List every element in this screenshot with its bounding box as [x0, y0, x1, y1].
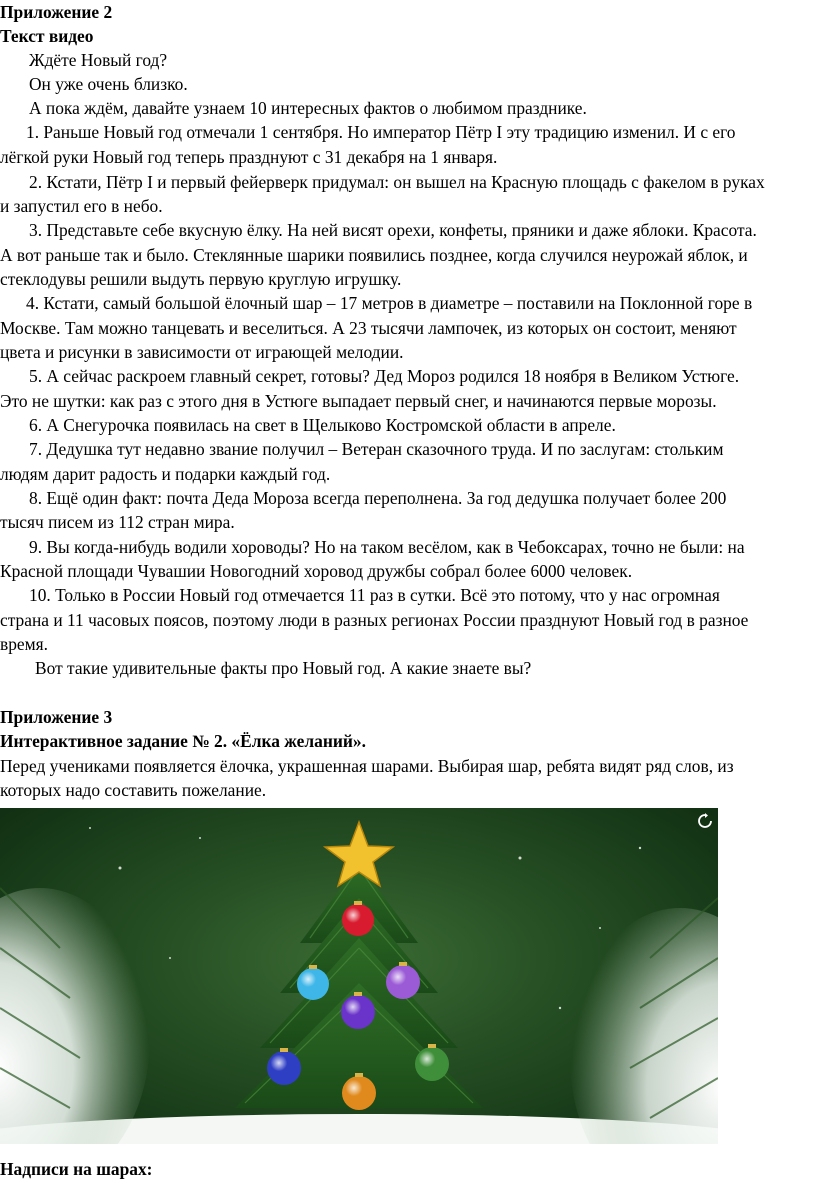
- fact-4-line: 4. Кстати, самый большой ёлочный шар – 17 метров в диаметре – поставили на Поклонной горе в: [26, 293, 753, 313]
- footer-heading: Надписи на шарах:: [0, 1159, 153, 1179]
- fact-7-line: людям дарит радость и подарки каждый год.: [0, 464, 331, 484]
- appendix2-subtitle: Текст видео: [0, 26, 94, 46]
- intro-line: Ждёте Новый год?: [29, 50, 168, 70]
- fact-8-line: 8. Ещё один факт: почта Деда Мороза всегда переполнена. За год дедушка получает более 200: [29, 488, 727, 508]
- fact-6-line: 6. А Снегурочка появилась на свет в Щелыково Костромской области в апреле.: [29, 415, 616, 435]
- intro-line: Он уже очень близко.: [29, 74, 188, 94]
- fact-2-line: 2. Кстати, Пётр I и первый фейерверк придумал: он вышел на Красную площадь с факелом в руках: [29, 172, 765, 192]
- task-description-line: которых надо составить пожелание.: [0, 780, 267, 800]
- reload-icon[interactable]: [697, 813, 713, 829]
- fact-1-line: лёгкой руки Новый год теперь празднуют с 31 декабря на 1 января.: [0, 147, 498, 167]
- fact-9-line: 9. Вы когда-нибудь водили хороводы? Но на таком весёлом, как в Чебоксарах, точно не были: на: [29, 537, 745, 557]
- closing-line: Вот такие удивительные факты про Новый год. А какие знаете вы?: [35, 658, 532, 678]
- fact-2-line: и запустил его в небо.: [0, 196, 163, 216]
- task-description-line: Перед учениками появляется ёлочка, украшенная шарами. Выбирая шар, ребята видят ряд слов, из: [0, 756, 734, 776]
- fact-3-line: 3. Представьте себе вкусную ёлку. На ней висят орехи, конфеты, пряники и даже яблоки. Красота.: [29, 220, 757, 240]
- appendix3-title: Приложение 3: [0, 707, 113, 727]
- fact-1-line: 1. Раньше Новый год отмечали 1 сентября. Но император Пётр I эту традицию изменил. И с его: [26, 122, 736, 142]
- snowy-branch-right: [570, 908, 718, 1144]
- intro-line: А пока ждём, давайте узнаем 10 интересных фактов о любимом празднике.: [29, 98, 587, 118]
- fact-7-line: 7. Дедушка тут недавно звание получил – Ветеран сказочного труда. И по заслугам: стольким: [29, 439, 724, 459]
- fact-5-line: Это не шутки: как раз с этого дня в Устюге выпадает первый снег, и начинаются первые морозы.: [0, 391, 717, 411]
- snowy-branch-left: [0, 888, 150, 1144]
- task-title: Интерактивное задание № 2. «Ёлка желаний».: [0, 731, 366, 751]
- appendix2-title: Приложение 2: [0, 2, 113, 22]
- fact-10-line: время.: [0, 634, 48, 654]
- fact-4-line: цвета и рисунки в зависимости от играющей мелодии.: [0, 342, 404, 362]
- wish-tree-image: [0, 808, 718, 1144]
- fact-10-line: 10. Только в России Новый год отмечается 11 раз в сутки. Всё это потому, что у нас огромная: [29, 585, 720, 605]
- tree-scene: [0, 808, 718, 1144]
- fact-9-line: Красной площади Чувашии Новогодний хоровод дружбы собрал более 6000 человек.: [0, 561, 633, 581]
- fact-3-line: стеклодувы решили выдуть первую круглую игрушку.: [0, 269, 402, 289]
- fact-8-line: тысяч писем из 112 стран мира.: [0, 512, 235, 532]
- fact-4-line: Москве. Там можно танцевать и веселиться. А 23 тысячи лампочек, из которых он состоит, меняют: [0, 318, 737, 338]
- fact-10-line: страна и 11 часовых поясов, поэтому люди в разных регионах России празднуют Новый год в разное: [0, 610, 749, 630]
- fact-5-line: 5. А сейчас раскроем главный секрет, готовы? Дед Мороз родился 18 ноября в Великом Устюге.: [29, 366, 740, 386]
- fact-3-line: А вот раньше так и было. Стеклянные шарики появились позднее, когда случился неурожай яблок, и: [0, 245, 748, 265]
